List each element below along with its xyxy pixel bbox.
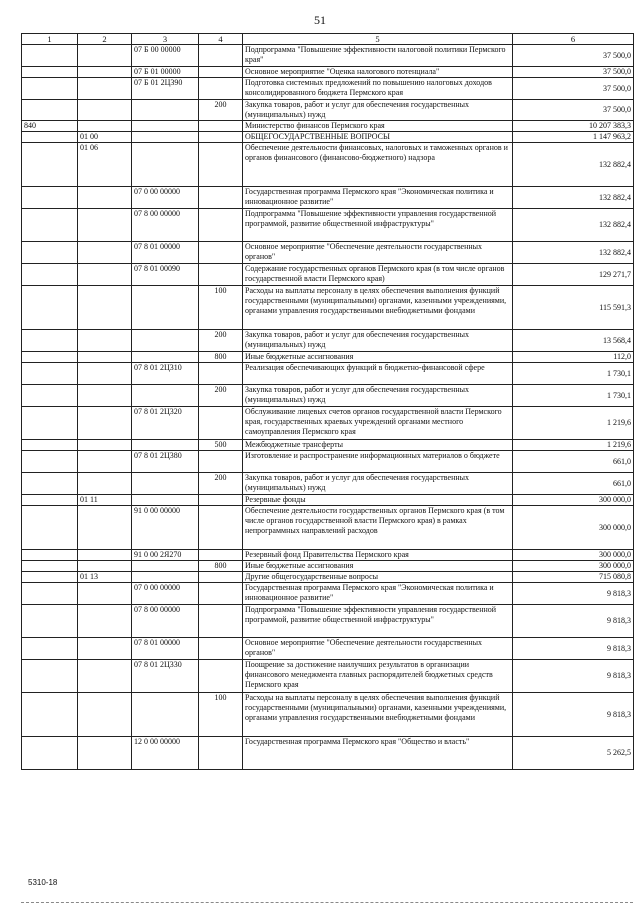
amount: 1 730,1 <box>513 385 634 407</box>
section-code <box>78 550 132 561</box>
amount: 132 882,4 <box>513 242 634 264</box>
section-code <box>78 242 132 264</box>
ministry-code <box>22 385 78 407</box>
expense-type-code <box>199 550 243 561</box>
ministry-code <box>22 572 78 583</box>
table-row <box>22 561 634 572</box>
table-row <box>22 495 634 506</box>
ministry-code <box>22 187 78 209</box>
amount: 37 500,0 <box>513 67 634 78</box>
expense-type-code <box>199 45 243 67</box>
table-row <box>22 352 634 363</box>
table-row <box>22 132 634 143</box>
item-name: Подпрограмма "Повышение эффективности управления государственной программой, развитие общественной инфраструктуры" <box>243 209 513 242</box>
table-row <box>22 242 634 264</box>
ministry-code <box>22 286 78 330</box>
bottom-divider <box>21 902 633 903</box>
column-number: 4 <box>199 34 243 45</box>
section-code <box>78 561 132 572</box>
section-code <box>78 352 132 363</box>
target-article-code: 07 Б 01 2Ц390 <box>132 78 199 100</box>
target-article-code <box>132 352 199 363</box>
ministry-code <box>22 78 78 100</box>
table-row <box>22 330 634 352</box>
expense-type-code <box>199 407 243 440</box>
table-row <box>22 693 634 737</box>
section-code <box>78 286 132 330</box>
section-code <box>78 209 132 242</box>
item-name: ОБЩЕГОСУДАРСТВЕННЫЕ ВОПРОСЫ <box>243 132 513 143</box>
target-article-code: 07 0 00 00000 <box>132 583 199 605</box>
ministry-code <box>22 473 78 495</box>
item-name: Министерство финансов Пермского края <box>243 121 513 132</box>
amount: 37 500,0 <box>513 45 634 67</box>
item-name: Поощрение за достижение наилучших результатов в организации финансового менеджмента главных распорядителей бюджетных средств Пермского края <box>243 660 513 693</box>
target-article-code: 07 Б 00 00000 <box>132 45 199 67</box>
expense-type-code <box>199 495 243 506</box>
expense-type-code <box>199 638 243 660</box>
target-article-code: 07 8 01 00090 <box>132 264 199 286</box>
expense-type-code <box>199 583 243 605</box>
ministry-code <box>22 737 78 770</box>
item-name: Основное мероприятие "Обеспечение деятельности государственных органов" <box>243 638 513 660</box>
target-article-code <box>132 100 199 121</box>
section-code: 01 00 <box>78 132 132 143</box>
amount: 300 000,0 <box>513 550 634 561</box>
ministry-code <box>22 132 78 143</box>
table-row <box>22 605 634 638</box>
table-row <box>22 286 634 330</box>
target-article-code <box>132 286 199 330</box>
target-article-code <box>132 495 199 506</box>
target-article-code: 12 0 00 00000 <box>132 737 199 770</box>
ministry-code <box>22 495 78 506</box>
amount: 132 882,4 <box>513 209 634 242</box>
amount: 300 000,0 <box>513 495 634 506</box>
expense-type-code <box>199 451 243 473</box>
ministry-code <box>22 143 78 187</box>
item-name: Иные бюджетные ассигнования <box>243 352 513 363</box>
target-article-code: 07 8 01 2Ц310 <box>132 363 199 385</box>
item-name: Закупка товаров, работ и услуг для обеспечения государственных (муниципальных) нужд <box>243 330 513 352</box>
table-row <box>22 451 634 473</box>
section-code: 01 06 <box>78 143 132 187</box>
expense-type-code <box>199 121 243 132</box>
amount: 300 000,0 <box>513 506 634 550</box>
amount: 5 262,5 <box>513 737 634 770</box>
ministry-code <box>22 451 78 473</box>
amount: 1 730,1 <box>513 363 634 385</box>
expense-type-code <box>199 363 243 385</box>
item-name: Подпрограмма "Повышение эффективности налоговой политики Пермского края" <box>243 45 513 67</box>
expense-type-code <box>199 506 243 550</box>
table-row <box>22 473 634 495</box>
item-name: Государственная программа Пермского края "Общество и власть" <box>243 737 513 770</box>
amount: 37 500,0 <box>513 78 634 100</box>
table-row <box>22 121 634 132</box>
expense-type-code <box>199 242 243 264</box>
section-code <box>78 737 132 770</box>
section-code: 01 13 <box>78 572 132 583</box>
table-row <box>22 572 634 583</box>
expense-type-code <box>199 132 243 143</box>
table-row <box>22 264 634 286</box>
expense-type-code: 100 <box>199 286 243 330</box>
section-code <box>78 583 132 605</box>
target-article-code: 07 8 00 00000 <box>132 605 199 638</box>
target-article-code: 07 Б 01 00000 <box>132 67 199 78</box>
section-code <box>78 473 132 495</box>
amount: 9 818,3 <box>513 605 634 638</box>
amount: 661,0 <box>513 451 634 473</box>
table-row <box>22 143 634 187</box>
amount: 132 882,4 <box>513 187 634 209</box>
target-article-code: 07 8 01 2Ц330 <box>132 660 199 693</box>
amount: 9 818,3 <box>513 660 634 693</box>
section-code <box>78 67 132 78</box>
item-name: Государственная программа Пермского края "Экономическая политика и инновационное развитие" <box>243 583 513 605</box>
target-article-code <box>132 385 199 407</box>
section-code <box>78 45 132 67</box>
item-name: Обслуживание лицевых счетов органов государственной власти Пермского края, государственных краевых учреждений органами местного самоуправления Пермского края <box>243 407 513 440</box>
table-row <box>22 440 634 451</box>
target-article-code <box>132 330 199 352</box>
table-row <box>22 638 634 660</box>
ministry-code <box>22 209 78 242</box>
amount: 9 818,3 <box>513 583 634 605</box>
item-name: Закупка товаров, работ и услуг для обеспечения государственных (муниципальных) нужд <box>243 385 513 407</box>
column-number: 1 <box>22 34 78 45</box>
section-code <box>78 506 132 550</box>
amount: 661,0 <box>513 473 634 495</box>
item-name: Изготовление и распространение информационных материалов о бюджете <box>243 451 513 473</box>
column-number: 2 <box>78 34 132 45</box>
expense-type-code <box>199 264 243 286</box>
amount: 9 818,3 <box>513 638 634 660</box>
target-article-code <box>132 132 199 143</box>
expense-type-code: 200 <box>199 473 243 495</box>
section-code <box>78 407 132 440</box>
table-row <box>22 583 634 605</box>
table-row <box>22 363 634 385</box>
item-name: Содержание государственных органов Пермского края (в том числе органов государственной власти Пермского края) <box>243 264 513 286</box>
target-article-code <box>132 561 199 572</box>
ministry-code <box>22 638 78 660</box>
section-code <box>78 363 132 385</box>
ministry-code <box>22 45 78 67</box>
amount: 9 818,3 <box>513 693 634 737</box>
table-row <box>22 78 634 100</box>
item-name: Закупка товаров, работ и услуг для обеспечения государственных (муниципальных) нужд <box>243 100 513 121</box>
ministry-code <box>22 407 78 440</box>
budget-table <box>21 33 634 770</box>
amount: 10 207 383,3 <box>513 121 634 132</box>
expense-type-code <box>199 660 243 693</box>
target-article-code <box>132 143 199 187</box>
column-number-row <box>22 34 634 45</box>
item-name: Резервные фонды <box>243 495 513 506</box>
section-code <box>78 264 132 286</box>
target-article-code: 07 0 00 00000 <box>132 187 199 209</box>
amount: 112,0 <box>513 352 634 363</box>
amount: 132 882,4 <box>513 143 634 187</box>
item-name: Подготовка системных предложений по повышению налоговых доходов консолидированного бюджета Пермского края <box>243 78 513 100</box>
section-code <box>78 385 132 407</box>
ministry-code <box>22 605 78 638</box>
expense-type-code: 200 <box>199 100 243 121</box>
table-row <box>22 737 634 770</box>
expense-type-code: 100 <box>199 693 243 737</box>
ministry-code <box>22 264 78 286</box>
amount: 1 219,6 <box>513 440 634 451</box>
section-code <box>78 100 132 121</box>
target-article-code: 07 8 01 00000 <box>132 242 199 264</box>
table-row <box>22 209 634 242</box>
item-name: Резервный фонд Правительства Пермского края <box>243 550 513 561</box>
expense-type-code: 800 <box>199 561 243 572</box>
target-article-code <box>132 572 199 583</box>
section-code: 01 11 <box>78 495 132 506</box>
section-code <box>78 605 132 638</box>
expense-type-code: 500 <box>199 440 243 451</box>
section-code <box>78 330 132 352</box>
item-name: Государственная программа Пермского края "Экономическая политика и инновационное развитие" <box>243 187 513 209</box>
ministry-code: 840 <box>22 121 78 132</box>
ministry-code <box>22 506 78 550</box>
amount: 129 271,7 <box>513 264 634 286</box>
table-row <box>22 385 634 407</box>
amount: 300 000,0 <box>513 561 634 572</box>
table-row <box>22 550 634 561</box>
target-article-code <box>132 121 199 132</box>
amount: 1 147 963,2 <box>513 132 634 143</box>
target-article-code: 07 8 00 00000 <box>132 209 199 242</box>
ministry-code <box>22 440 78 451</box>
expense-type-code <box>199 143 243 187</box>
expense-type-code <box>199 572 243 583</box>
expense-type-code <box>199 209 243 242</box>
target-article-code: 07 8 01 2Ц380 <box>132 451 199 473</box>
column-number: 6 <box>513 34 634 45</box>
ministry-code <box>22 330 78 352</box>
expense-type-code: 800 <box>199 352 243 363</box>
item-name: Обеспечение деятельности государственных органов Пермского края (в том числе органов государственной власти Пермского края) в рамках непрограммных направлений расходов <box>243 506 513 550</box>
ministry-code <box>22 67 78 78</box>
ministry-code <box>22 242 78 264</box>
item-name: Основное мероприятие "Обеспечение деятельности государственных органов" <box>243 242 513 264</box>
item-name: Расходы на выплаты персоналу в целях обеспечения выполнения функций государственными (муниципальными) органами, казенными учреждениями, органами управления государственными внебюджетными фондами <box>243 693 513 737</box>
table-row <box>22 67 634 78</box>
amount: 115 591,3 <box>513 286 634 330</box>
expense-type-code: 200 <box>199 330 243 352</box>
target-article-code: 91 0 00 2Я270 <box>132 550 199 561</box>
expense-type-code <box>199 78 243 100</box>
ministry-code <box>22 660 78 693</box>
table-row <box>22 407 634 440</box>
target-article-code: 07 8 01 2Ц320 <box>132 407 199 440</box>
amount: 715 080,8 <box>513 572 634 583</box>
amount: 13 568,4 <box>513 330 634 352</box>
expense-type-code <box>199 67 243 78</box>
section-code <box>78 451 132 473</box>
item-name: Иные бюджетные ассигнования <box>243 561 513 572</box>
item-name: Другие общегосударственные вопросы <box>243 572 513 583</box>
section-code <box>78 440 132 451</box>
amount: 37 500,0 <box>513 100 634 121</box>
item-name: Межбюджетные трансферты <box>243 440 513 451</box>
ministry-code <box>22 550 78 561</box>
column-number: 3 <box>132 34 199 45</box>
section-code <box>78 660 132 693</box>
target-article-code <box>132 440 199 451</box>
item-name: Расходы на выплаты персоналу в целях обеспечения выполнения функций государственными (муниципальными) органами, казенными учреждениями, органами управления государственными внебюджетными фондами <box>243 286 513 330</box>
expense-type-code <box>199 605 243 638</box>
ministry-code <box>22 561 78 572</box>
item-name: Реализация обеспечивающих функций в бюджетно-финансовой сфере <box>243 363 513 385</box>
target-article-code <box>132 473 199 495</box>
page-number: 51 <box>314 13 326 27</box>
section-code <box>78 78 132 100</box>
amount: 1 219,6 <box>513 407 634 440</box>
ministry-code <box>22 693 78 737</box>
item-name: Закупка товаров, работ и услуг для обеспечения государственных (муниципальных) нужд <box>243 473 513 495</box>
section-code <box>78 693 132 737</box>
table-row <box>22 100 634 121</box>
target-article-code: 07 8 01 00000 <box>132 638 199 660</box>
ministry-code <box>22 583 78 605</box>
table-row <box>22 45 634 67</box>
ministry-code <box>22 363 78 385</box>
section-code <box>78 121 132 132</box>
expense-type-code: 200 <box>199 385 243 407</box>
table-row <box>22 187 634 209</box>
expense-type-code <box>199 737 243 770</box>
footer-code: 5310-18 <box>28 878 58 887</box>
item-name: Основное мероприятие "Оценка налогового потенциала" <box>243 67 513 78</box>
target-article-code: 91 0 00 00000 <box>132 506 199 550</box>
table-row <box>22 506 634 550</box>
column-number: 5 <box>243 34 513 45</box>
item-name: Обеспечение деятельности финансовых, налоговых и таможенных органов и органов финансового (финансово-бюджетного) надзора <box>243 143 513 187</box>
item-name: Подпрограмма "Повышение эффективности управления государственной программой, развитие общественной инфраструктуры" <box>243 605 513 638</box>
ministry-code <box>22 100 78 121</box>
expense-type-code <box>199 187 243 209</box>
ministry-code <box>22 352 78 363</box>
section-code <box>78 638 132 660</box>
target-article-code <box>132 693 199 737</box>
table-row <box>22 660 634 693</box>
section-code <box>78 187 132 209</box>
